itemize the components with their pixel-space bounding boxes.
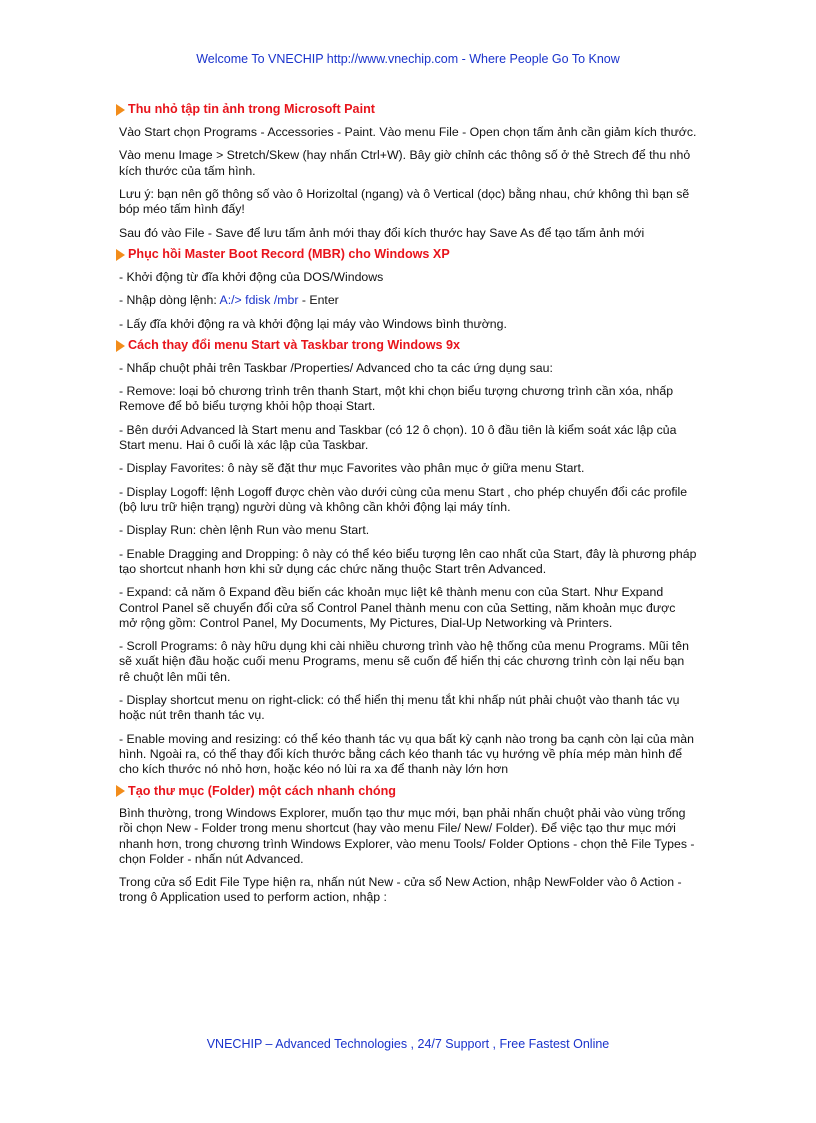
paragraph: Sau đó vào File - Save để lưu tấm ảnh mới thay đổi kích thước hay Save As để tạo tấm ảnh mới bbox=[119, 225, 645, 240]
section-heading-mbr bbox=[119, 247, 697, 263]
paragraph: Vào menu Image > Stretch/Skew (hay nhấn Ctrl+W). Bây giờ chỉnh các thông số ở thẻ Strech để thu nhỏ kích thước của tấm hình. bbox=[119, 148, 691, 178]
paragraph: - Display Logoff: lệnh Logoff được chèn vào dưới cùng của menu Start , cho phép chuyển đổi các profile (bộ lưu trữ hiện trạng) người dùng và không cần khởi động lại máy tính. bbox=[119, 484, 688, 514]
heading-text: Tạo thư mục (Folder) một cách nhanh chóng bbox=[128, 783, 396, 798]
heading-text: Phục hồi Master Boot Record (MBR) cho Windows XP bbox=[128, 247, 450, 262]
document-body bbox=[119, 102, 697, 914]
paragraph: - Enable Dragging and Dropping: ô này có thể kéo biểu tượng lên cao nhất của Start, đây là phương pháp tạo shortcut nhanh hơn khi sử dụng các chức năng thuộc Start trên Advanced. bbox=[119, 546, 697, 576]
command-suffix: - Enter bbox=[298, 293, 339, 308]
page-footer: VNECHIP – Advanced Technologies , 24/7 Support , Free Fastest Online bbox=[206, 1037, 610, 1051]
command-text: A:/> fdisk /mbr bbox=[219, 293, 299, 308]
paragraph: - Display Run: chèn lệnh Run vào menu Start. bbox=[119, 523, 370, 538]
arrow-bullet-icon bbox=[116, 249, 125, 261]
arrow-bullet-icon bbox=[116, 785, 125, 797]
paragraph: - Enable moving and resizing: có thể kéo thanh tác vụ qua bất kỳ cạnh nào trong ba cạnh còn lại của màn hình. Ngoài ra, có thể thay đổi kích thước bằng cách kéo thanh tác vụ hướng về phía mép màn hình để cho kích thước nó nhỏ hơn, hoặc kéo nó lùi ra xa để thanh này lớn hơn bbox=[119, 731, 694, 776]
section-heading-folder bbox=[119, 783, 697, 799]
paragraph: Trong cửa sổ Edit File Type hiện ra, nhấn nút New - cửa sổ New Action, nhập NewFolder vào ô Action - trong ô Application used to perform action, nhập : bbox=[119, 875, 682, 905]
page-header: Welcome To VNECHIP http://www.vnechip.com - Where People Go To Know bbox=[196, 52, 620, 66]
paragraph: Lưu ý: bạn nên gõ thông số vào ô Horizoltal (ngang) và ô Vertical (dọc) bằng nhau, chứ không thì bạn sẽ bóp méo tấm hình đấy! bbox=[119, 186, 690, 217]
arrow-bullet-icon bbox=[116, 104, 125, 116]
paragraph: - Bên dưới Advanced là Start menu and Taskbar (có 12 ô chọn). 10 ô đầu tiên là kiểm soát xác lập của Start menu. Hai ô cuối là xác lập của Taskbar. bbox=[119, 422, 677, 452]
command-prefix: - Nhập dòng lệnh: bbox=[119, 293, 220, 308]
paragraph: - Scroll Programs: ô này hữu dụng khi cài nhiều chương trình vào hệ thống của menu Programs. Mũi tên sẽ xuất hiện đầu hoặc cuối menu Programs, menu sẽ cuốn để hiển thị các chương trình còn lại nếu bạn rê chuột lên mũi tên. bbox=[119, 639, 689, 684]
heading-text: Thu nhỏ tập tin ảnh trong Microsoft Paint bbox=[128, 102, 375, 117]
paragraph: Bình thường, trong Windows Explorer, muốn tạo thư mục mới, bạn phải nhấn chuột phải vào vùng trống rồi chọn New - Folder trong menu shortcut (hay vào menu File/ New/ Folder). Để việc tạo thư mục mới nhanh hơn, trong chương trình Windows Explorer, vào menu Tools/ Folder Options - chọn thẻ File Types - chọn Folder - nhấn nút Advanced. bbox=[119, 806, 695, 866]
paragraph-command bbox=[119, 293, 697, 308]
heading-text: Cách thay đổi menu Start và Taskbar trong Windows 9x bbox=[128, 338, 461, 353]
paragraph: - Nhấp chuột phải trên Taskbar /Properties/ Advanced cho ta các ứng dụng sau: bbox=[119, 360, 553, 375]
paragraph: - Lấy đĩa khởi động ra và khởi động lại máy vào Windows bình thường. bbox=[119, 316, 507, 331]
paragraph: - Expand: cả năm ô Expand đều biến các khoản mục liệt kê thành menu con của Start. Như Expand Control Panel sẽ chuyển đổi cửa sổ Control Panel thành menu con của Setting, năm khoản mục được mở rộng gồm: Control Panel, My Documents, My Pictures, Dial-Up Networking và Printers. bbox=[119, 585, 676, 630]
paragraph: - Display Favorites: ô này sẽ đặt thư mục Favorites vào phân mục ở giữa menu Start. bbox=[119, 461, 585, 476]
paragraph: - Display shortcut menu on right-click: có thể hiển thị menu tắt khi nhấp nút phải chuột vào thanh tác vụ hoặc nút trên thanh tác vụ. bbox=[119, 692, 680, 723]
arrow-bullet-icon bbox=[116, 340, 125, 352]
paragraph: - Remove: loại bỏ chương trình trên thanh Start, một khi chọn biểu tượng chương trình cần xóa, nhấp Remove để bỏ biểu tượng khỏi hộp thoại Start. bbox=[119, 384, 674, 414]
paragraph: - Khởi động từ đĩa khởi động của DOS/Windows bbox=[119, 269, 384, 284]
section-heading-start-menu bbox=[119, 338, 697, 354]
section-heading-paint bbox=[119, 102, 697, 118]
paragraph: Vào Start chọn Programs - Accessories - Paint. Vào menu File - Open chọn tấm ảnh cần giảm kích thước. bbox=[119, 125, 697, 139]
